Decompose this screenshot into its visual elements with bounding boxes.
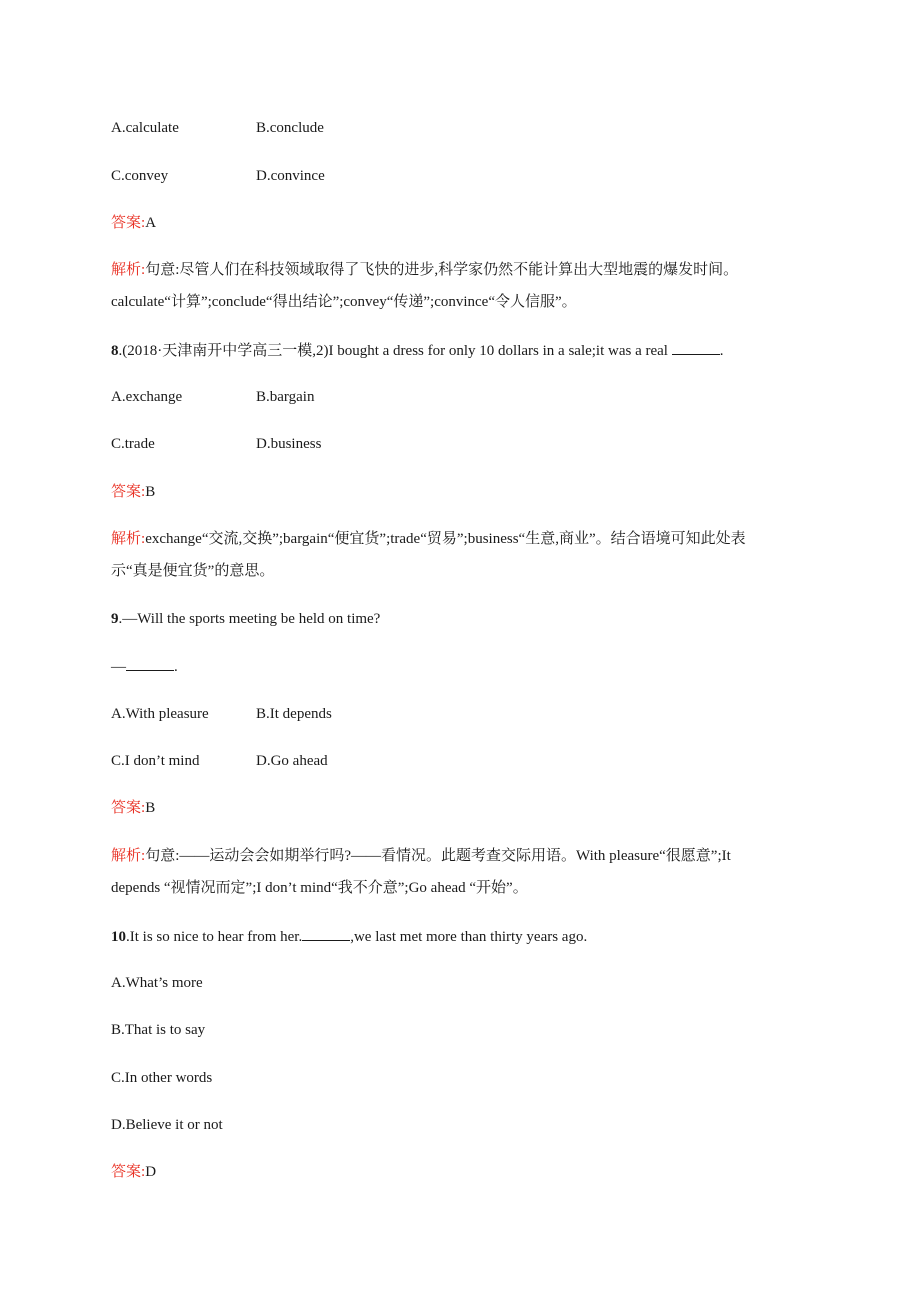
q8-option-a: A.exchange	[111, 389, 183, 405]
q8-analysis-line-1: 解析:exchange“交流,交换”;bargain“便宜货”;trade“贸易”;business“生意,商业”。结合语境可知此处表	[111, 531, 746, 547]
q8-answer-label: 答案	[111, 484, 142, 500]
q9-reply: — .	[111, 656, 178, 677]
q9-option-row-2	[111, 751, 328, 771]
q7-option-d: D.convince	[256, 168, 325, 184]
q9-number: 9	[111, 611, 119, 627]
q8-option-row-2	[111, 434, 322, 454]
q8-option-row-1	[111, 387, 315, 407]
q9-option-row-1	[111, 704, 332, 724]
q10-stem: 10.It is so nice to hear from her. ,we last met more than thirty years ago.	[111, 926, 587, 947]
q8-analysis-line-2: 示“真是便宜货”的意思。	[111, 563, 275, 579]
q9-analysis-line-1: 解析:句意:——运动会会如期举行吗?——看情况。此题考查交际用语。With pleasure“很愿意”;It	[111, 848, 731, 864]
q7-option-a: A.calculate	[111, 120, 179, 136]
q9-analysis-line-2: depends “视情况而定”;I don’t mind“我不介意”;Go ahead “开始”。	[111, 880, 528, 896]
q10-number: 10	[111, 929, 126, 945]
q7-answer-label: 答案	[111, 215, 142, 231]
q9-analysis-label: 解析	[111, 848, 142, 864]
q8-option-c: C.trade	[111, 436, 155, 452]
q10-answer: 答案:D	[111, 1164, 157, 1180]
q8-blank	[672, 340, 720, 355]
q7-option-c: C.convey	[111, 168, 169, 184]
q9-answer-value: B	[145, 800, 156, 816]
q8-answer-value: B	[145, 484, 156, 500]
q8-number: 8	[111, 343, 119, 359]
q7-answer-value: A	[145, 215, 157, 231]
q9-answer: 答案:B	[111, 800, 156, 816]
q7-answer: 答案:A	[111, 215, 157, 231]
q8-stem: 8.(2018·天津南开中学高三一模,2)I bought a dress for only 10 dollars in a sale;it was a real .	[111, 340, 723, 361]
q9-option-b: B.It depends	[256, 706, 332, 722]
q7-option-b: B.conclude	[256, 120, 324, 136]
q10-option-d: D.Believe it or not	[111, 1117, 223, 1133]
q9-option-d: D.Go ahead	[256, 753, 328, 769]
q10-option-a: A.What’s more	[111, 975, 203, 991]
q8-option-d: D.business	[256, 436, 322, 452]
q8-answer: 答案:B	[111, 484, 156, 500]
q10-option-c: C.In other words	[111, 1070, 213, 1086]
q7-analysis-line-2: calculate“计算”;conclude“得出结论”;convey“传递”;convince“令人信服”。	[111, 294, 577, 310]
q9-stem: 9.—Will the sports meeting be held on time?	[111, 611, 381, 627]
q9-answer-label: 答案	[111, 800, 142, 816]
q10-option-b: B.That is to say	[111, 1022, 206, 1038]
q8-analysis-label: 解析	[111, 531, 142, 547]
q8-option-b: B.bargain	[256, 389, 315, 405]
q7-analysis-label: 解析	[111, 262, 142, 278]
q7-analysis-line-1: 解析:句意:尽管人们在科技领域取得了飞快的进步,科学家仍然不能计算出大型地震的爆发时间。	[111, 262, 739, 278]
q7-option-row-2	[111, 166, 325, 186]
q9-option-c: C.I don’t mind	[111, 753, 200, 769]
q9-blank	[126, 656, 174, 671]
q10-blank	[302, 926, 350, 941]
q10-answer-label: 答案	[111, 1164, 142, 1180]
q9-option-a: A.With pleasure	[111, 706, 209, 722]
q10-answer-value: D	[145, 1164, 157, 1180]
q7-option-row-1	[111, 118, 324, 138]
